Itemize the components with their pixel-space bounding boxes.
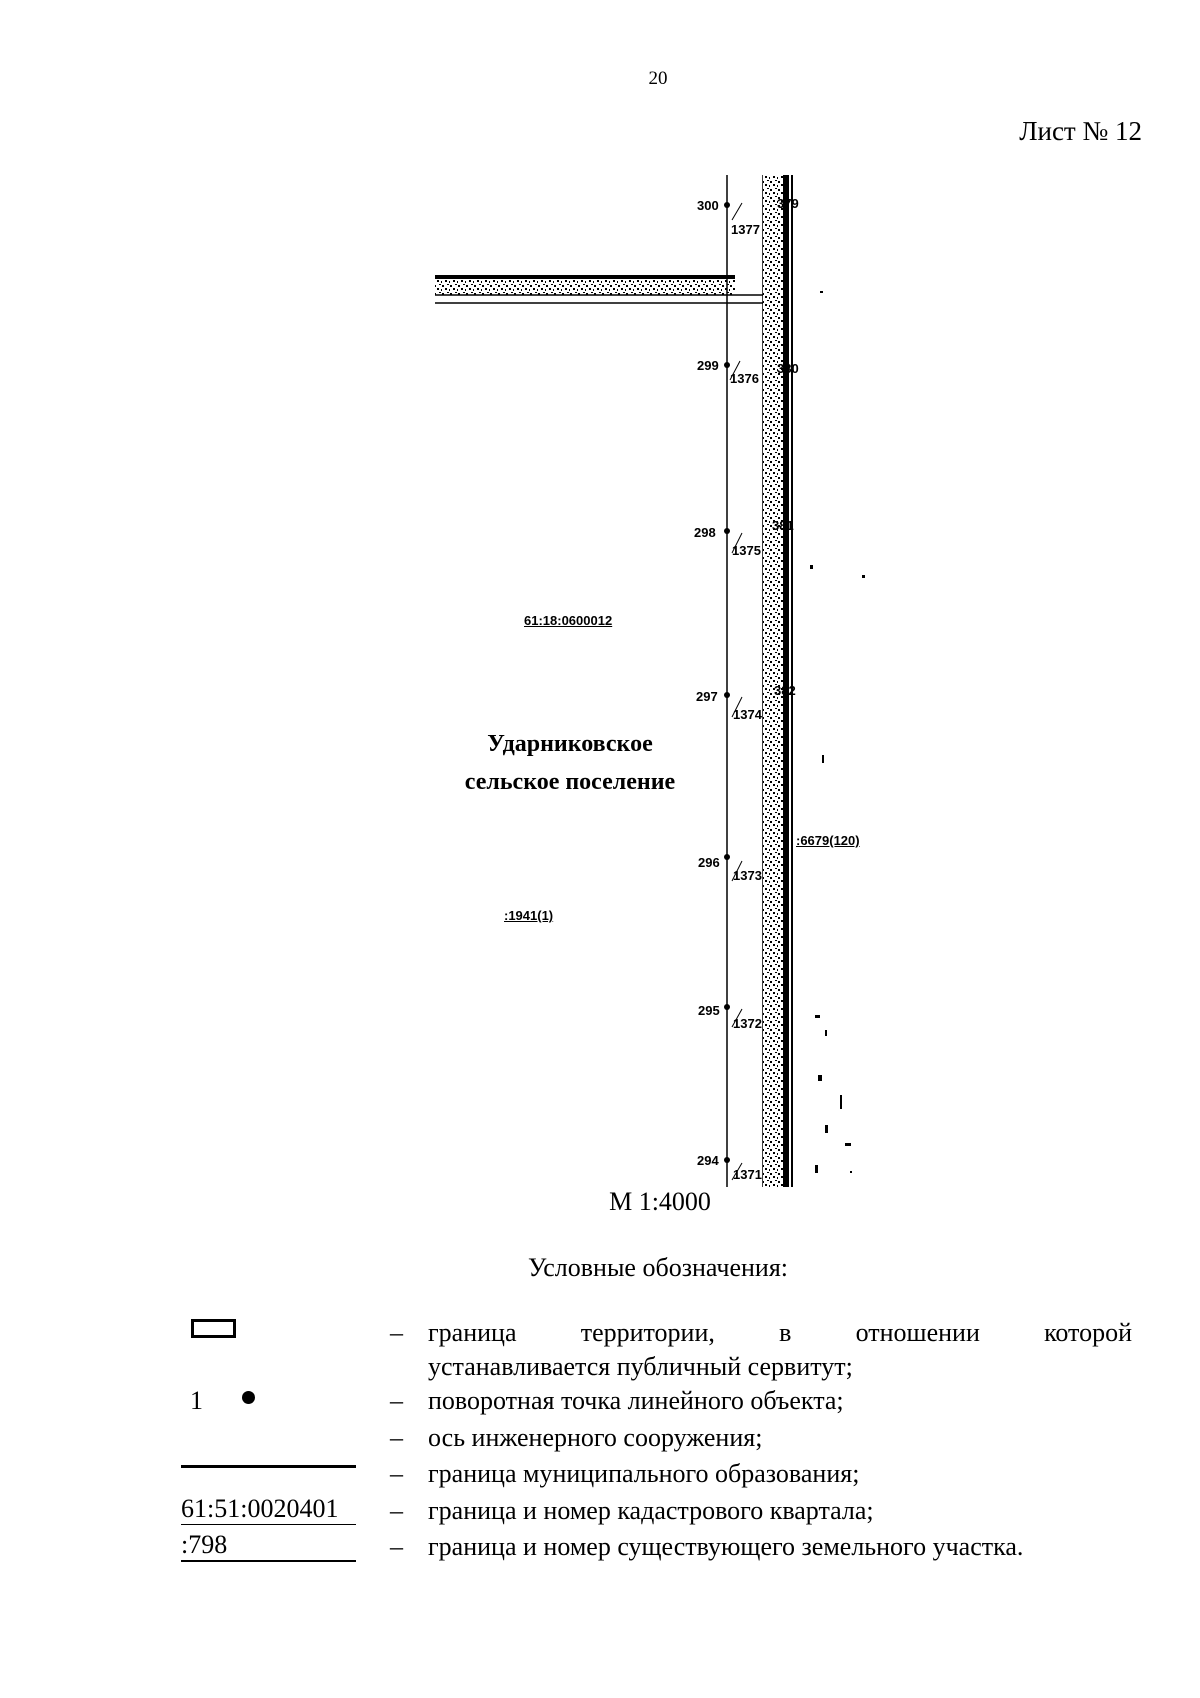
parcel-label: :1941(1)	[504, 908, 554, 923]
municipality-label-line: Ударниковское	[487, 731, 653, 757]
legend-item-text	[428, 1316, 1132, 1384]
point-right-label: 380	[777, 361, 799, 376]
cadastral-quarter-symbol: 61:51:0020401	[181, 1494, 356, 1525]
point-right-label: 381	[772, 518, 794, 533]
point-label: 298	[694, 525, 716, 540]
legend-item-text: граница и номер существующего земельного участка.	[428, 1532, 1024, 1561]
legend-dash: –	[390, 1459, 403, 1488]
point-label: 296	[698, 855, 720, 870]
point-right-label: 379	[777, 196, 799, 211]
legend-item-text: граница муниципального образования;	[428, 1459, 860, 1488]
legend-dash: –	[390, 1386, 403, 1415]
land-parcel-symbol: :798	[181, 1530, 356, 1562]
municipal-boundary-symbol	[181, 1465, 356, 1468]
point-code: 1377	[731, 222, 760, 237]
legend-item-text: поворотная точка линейного объекта;	[428, 1386, 844, 1415]
point-code: 1374	[733, 707, 762, 722]
point-label: 300	[697, 198, 719, 213]
point-code: 1372	[733, 1016, 762, 1031]
point-code: 1375	[732, 543, 761, 558]
legend-point-number: 1	[190, 1386, 203, 1415]
legend-item-text-line: граница территории, в отношении которой	[428, 1318, 1132, 1347]
parcel-label: :6679(120)	[796, 833, 860, 848]
scan-noise	[810, 291, 865, 1173]
cadastral-quarter-label: 61:18:0600012	[524, 613, 613, 628]
legend-item-text-line: устанавливается публичный сервитут;	[428, 1352, 853, 1381]
servitude-boundary	[727, 175, 765, 1187]
legend-dash: –	[390, 1423, 403, 1452]
page-number: 20	[648, 68, 668, 89]
point-code: 1376	[730, 371, 759, 386]
legend-title: Условные обозначения:	[527, 1253, 789, 1282]
scale-label: М 1:4000	[609, 1187, 711, 1216]
point-right-label: 382	[774, 683, 796, 698]
legend-dash: –	[390, 1496, 403, 1525]
legend-item-text: ось инженерного сооружения;	[428, 1423, 763, 1452]
point-label: 294	[697, 1153, 719, 1168]
point-code: 1371	[733, 1167, 762, 1182]
servitude-boundary-symbol	[191, 1319, 236, 1338]
road-horizontal	[435, 275, 765, 303]
point-label: 299	[697, 358, 719, 373]
sheet-label: Лист № 12	[1019, 116, 1142, 146]
turning-point-296	[698, 854, 762, 883]
municipality-label-line: сельское поселение	[464, 769, 676, 795]
point-code: 1373	[733, 868, 762, 883]
point-label: 295	[698, 1003, 720, 1018]
legend-item-text: граница и номер кадастрового квартала;	[428, 1496, 874, 1525]
turning-point-295	[698, 1003, 762, 1031]
road-vertical	[763, 175, 793, 1187]
point-label: 297	[696, 689, 718, 704]
municipality-label	[420, 725, 720, 801]
legend-dash: –	[390, 1318, 403, 1347]
point-dot-icon	[242, 1391, 255, 1404]
legend-dash: –	[390, 1532, 403, 1561]
map	[420, 175, 900, 1187]
turning-point-294	[697, 1153, 762, 1182]
